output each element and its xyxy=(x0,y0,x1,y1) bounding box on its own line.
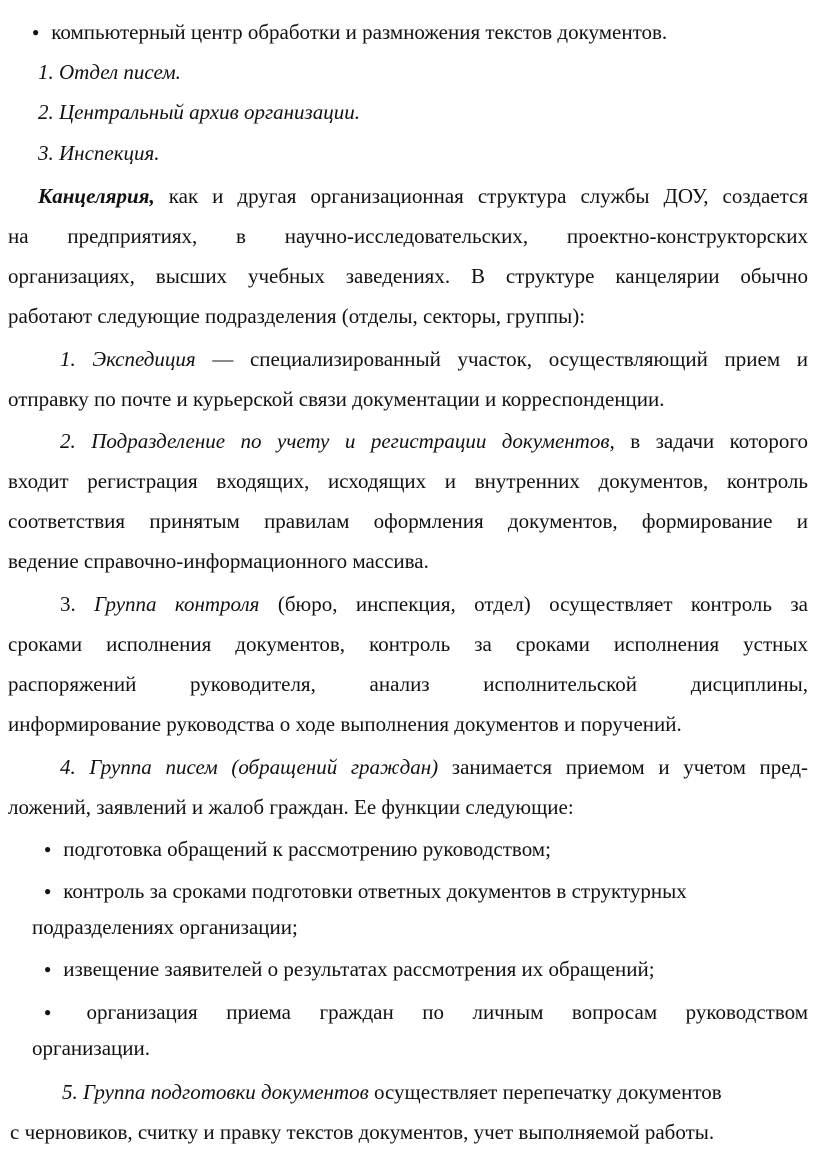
p5-line-2: с черновиков, считку и правку текстов документов, учет выполняемой работы. xyxy=(10,1120,715,1144)
kanc-line-3: организациях, высших учебных заведениях. В структуре канцелярии обычно xyxy=(8,264,808,288)
bullet-item-3: ● извещение заявителей о результатах рассмотрения их обращений; xyxy=(44,949,655,993)
p2-line-4: ведение справочно-информационного массива. xyxy=(8,549,429,573)
p2-line-1: 2. Подразделение по учету и регистрации документов, в задачи которого xyxy=(60,429,809,453)
p4-line-2: ложений, заявлений и жалоб граждан. Ее функции следующие: xyxy=(8,795,574,819)
bullet-item-1: ● подготовка обращений к рассмотрению руководством; xyxy=(44,829,551,873)
p3-line-2: сроками исполнения документов, контроль за сроками исполнения устных xyxy=(8,632,808,656)
bullet-item-2: ● контроль за сроками подготовки ответных документов в структурных xyxy=(44,871,687,915)
p2-term: 2. Подразделение по учету и регистрации документов, xyxy=(60,429,615,453)
p2-line-3: соответствия принятым правилам оформления документов, формирование и xyxy=(8,509,808,533)
p1-line-2: отправку по почте и курьерской связи документации и корреспонденции. xyxy=(8,387,665,411)
p1-term: 1. Экспедиция xyxy=(60,347,196,371)
p4-line-1: 4. Группа писем (обращений граждан) занимается приемом и учетом пред- xyxy=(60,755,809,779)
p5-term: 5. Группа подготовки документов xyxy=(62,1080,369,1104)
kanc-line-4: работают следующие подразделения (отделы, секторы, группы): xyxy=(8,304,586,328)
kanc-term: Канцелярия, xyxy=(38,184,155,208)
p5-line-1: 5. Группа подготовки документов осуществляет перепечатку документов xyxy=(62,1080,722,1104)
kanc-line-1: Канцелярия, как и другая организационная структура службы ДОУ, создается xyxy=(38,184,808,208)
bullet-item-4-cont: организации. xyxy=(32,1036,150,1060)
p3-line-1: 3. Группа контроля (бюро, инспекция, отдел) осуществляет контроль за xyxy=(60,592,808,616)
numbered-item-2: 2. Центральный архив организации. xyxy=(38,100,360,124)
p1-line-1: 1. Экспедиция — специализированный участок, осуществляющий прием и xyxy=(60,347,808,371)
p3-term: Группа контроля xyxy=(94,592,260,616)
kanc-line-2: на предприятиях, в научно-исследовательских, проектно-конструкторских xyxy=(8,224,808,248)
p2-line-2: входит регистрация входящих, исходящих и внутренних документов, контроль xyxy=(8,469,808,493)
intro-bullet: ● компьютерный центр обработки и размножения текстов документов. xyxy=(32,12,667,56)
p3-line-3: распоряжений руководителя, анализ исполнительской дисциплины, xyxy=(8,672,808,696)
numbered-item-1: 1. Отдел писем. xyxy=(38,60,181,84)
numbered-item-3: 3. Инспекция. xyxy=(38,141,160,165)
p3-line-4: информирование руководства о ходе выполнения документов и поручений. xyxy=(8,712,682,736)
bullet-item-2-cont: подразделениях организации; xyxy=(32,915,298,939)
bullet-item-4: ● организация приема граждан по личным вопросам руководством xyxy=(44,992,808,1036)
p4-term: 4. Группа писем (обращений граждан) xyxy=(60,755,439,779)
